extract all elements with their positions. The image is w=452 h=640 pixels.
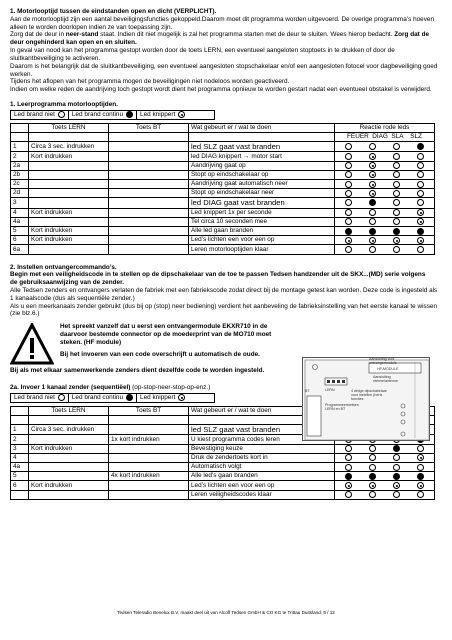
p2-text-d: Zorg dat de deur ongehinderd kan open en en sluiten. (10, 31, 430, 47)
section-1-1-title: 1. Leerprogramma motorlooptijden. (10, 100, 118, 108)
table-row (11, 236, 435, 245)
warning-para-1: Het spreekt vanzelf dat u eerst een ontvangermodule EKXR710 in de daarvoor bestemde connector op de moederprint van de MO710 moet steken. (HF module) (60, 323, 272, 346)
led-blink-icon (417, 454, 424, 461)
led-off-icon (393, 153, 400, 160)
cell-n: 2b (11, 170, 29, 179)
legend-blink-label-2: Led knippert (140, 393, 176, 401)
legend-off-label: Led brand niet (14, 110, 55, 118)
cell-bt (109, 142, 189, 152)
cell-bt (109, 189, 189, 198)
header-empty (11, 123, 29, 132)
cell-lern: Kort indrukken (29, 444, 109, 453)
cell-what: Alle led’s gaan branden (189, 472, 335, 481)
cell-leds (335, 217, 435, 226)
section-1-para-4: Daarom is het belangrijk dat de sluitkantbeveiliging, een eventueel aangesloten stopschakelaar en/of een aangesloten fotocel voor dagbeveiliging goed werken. (10, 62, 438, 78)
cell-what: Led knippert 1x per seconde (189, 208, 335, 217)
section-2-para-3: Als u een meerkanaals zender gebruikt (dus bij op (stop) neer bediening) verdient het aanbeveling de fabrieksinstelling van het eerste kanaal te wissen (zie blz.6.) (10, 302, 438, 318)
led-off-icon (369, 218, 376, 225)
led-off-icon (345, 218, 352, 225)
cell-n: 6 (11, 236, 29, 245)
module-label-bt: BT (305, 389, 310, 393)
led-off-icon (345, 181, 352, 188)
header2-empty (11, 406, 29, 415)
cell-what: Stopt op eindschakelaar op (189, 170, 335, 179)
cell-leds (335, 170, 435, 179)
header-what: Wat gebeurt er / wat te doen (189, 123, 335, 132)
led-blink-icon (345, 237, 352, 244)
table-row (11, 161, 435, 170)
led-off-icon (345, 162, 352, 169)
led-on-icon (369, 228, 376, 235)
cell-what: Alle led gaan branden (189, 226, 335, 235)
table-row (11, 189, 435, 198)
led-off-icon (393, 190, 400, 197)
module-label-dip: 4 delige dipschakelaar (351, 389, 387, 393)
led-off-icon (345, 209, 352, 216)
cell-what: Automatisch volgt (189, 463, 335, 472)
cell-bt (109, 161, 189, 170)
led-blink-icon (369, 162, 376, 169)
page-footer: Tedsen Teleradio Benelux B.V. maakt deel uit van Alcoff Tedsen GmbH & CO KG te Trittau Duitsland. 5 / 12 (117, 610, 335, 615)
led-off-icon (58, 394, 65, 401)
hf-module-diagram (302, 357, 430, 441)
sub-empty-1 (11, 132, 29, 141)
cell-leds (335, 198, 435, 208)
sub-empty-4 (189, 132, 335, 141)
cell-what: led DIAG knippert → motor start (189, 152, 335, 161)
cell-bt (109, 444, 189, 453)
led-off-icon (369, 454, 376, 461)
cell-lern (29, 472, 109, 481)
header2-lern: Toets LERN (29, 406, 109, 415)
led-on-icon (393, 228, 400, 235)
table-row (11, 444, 435, 453)
sub-empty-3 (109, 132, 189, 141)
led-off-icon (393, 464, 400, 471)
led-on-icon (345, 228, 352, 235)
cell-n: 2d (11, 189, 29, 198)
cell-leds (335, 472, 435, 481)
table-row (11, 490, 435, 499)
cell-leds (335, 490, 435, 499)
cell-lern (29, 189, 109, 198)
led-on-icon (417, 473, 424, 480)
sub2-empty-2 (29, 416, 109, 425)
cell-what: Druk de zendertoets kort in (189, 453, 335, 462)
led-blink-icon (393, 482, 400, 489)
table-row (11, 463, 435, 472)
cell-n: 5 (11, 226, 29, 235)
led-off-icon (393, 491, 400, 498)
cell-bt (109, 236, 189, 245)
led-off-icon (393, 246, 400, 253)
led-blink-icon (417, 237, 424, 244)
cell-bt (109, 453, 189, 462)
cell-what: Led’s lichten een voor een op (189, 236, 335, 245)
header2-what: Wat gebeurt er / wat te doen (189, 406, 335, 415)
cell-what: Aandrijving gaat op (189, 161, 335, 170)
legend-on-label: Led brand continu (71, 110, 124, 118)
cell-lern (29, 463, 109, 472)
table-row (11, 472, 435, 481)
led-off-icon (393, 143, 400, 150)
cell-lern (29, 170, 109, 179)
cell-lern: Kort indrukken (29, 481, 109, 490)
cell-n: 4 (11, 453, 29, 462)
cell-lern (29, 453, 109, 462)
led-on-icon (393, 473, 400, 480)
cell-leds (335, 481, 435, 490)
section-2a-title-bold: 2a. Invoer 1 kanaal zender (sequentiëel) (10, 384, 131, 391)
led-on-icon (369, 473, 376, 480)
cell-leds (335, 142, 435, 152)
cell-leds (335, 463, 435, 472)
led-on-icon (369, 199, 376, 206)
led-blink-icon (417, 209, 424, 216)
table-row (11, 179, 435, 188)
table-row (11, 481, 435, 490)
table-row (11, 198, 435, 208)
cell-leds (335, 444, 435, 453)
cell-bt (109, 170, 189, 179)
module-label-dip-2: voor instellen (hertz (351, 393, 383, 397)
cell-lern: Circa 3 sec. indrukken (29, 425, 109, 435)
cell-bt (109, 226, 189, 235)
cell-bt (109, 245, 189, 254)
module-label-prog: Programmeertoetsen (325, 403, 359, 407)
cell-bt: 1x kort indrukken (109, 435, 189, 444)
cell-n (11, 490, 29, 499)
led-off-icon (369, 491, 376, 498)
led-legend-2 (10, 393, 215, 403)
cell-bt (109, 198, 189, 208)
led-blink-icon (393, 237, 400, 244)
led-blink-icon (345, 482, 352, 489)
section-1-para-3: In geval van nood kan het programma gestopt worden door de toets LERN, een eventueel aangeloten stoptoets in te drukken of door de sluitkantbeveiliging te activeren. (10, 47, 395, 62)
led-off-icon (417, 181, 424, 188)
cell-lern: Kort indrukken (29, 236, 109, 245)
led-off-icon (417, 464, 424, 471)
cell-n: 2 (11, 152, 29, 161)
legend-on-2 (68, 394, 136, 402)
led-blink-icon (369, 153, 376, 160)
cell-leds (335, 152, 435, 161)
cell-what: Leren motorlooptijden klaar (189, 245, 335, 254)
cell-bt (109, 425, 189, 435)
led-on-icon (345, 473, 352, 480)
led-off-icon (345, 445, 352, 452)
cell-n: 2c (11, 179, 29, 188)
led-off-icon (393, 171, 400, 178)
led-off-icon (393, 454, 400, 461)
cell-n: 2 (11, 435, 29, 444)
section-1-para-5: Tijdens het aflopen van het programma mogen de beveiligingen niet nodeloos worden geactiveerd. (10, 78, 290, 86)
cell-leds (335, 189, 435, 198)
led-off-icon (393, 181, 400, 188)
cell-what: Stopt op eindschakelaar neer (189, 189, 335, 198)
section-2-title: 2. Instellen ontvangercommando’s. (10, 263, 117, 271)
table-row (11, 217, 435, 226)
led-off-icon (417, 153, 424, 160)
led-off-icon (393, 209, 400, 216)
cell-bt (109, 179, 189, 188)
cell-lern (29, 490, 109, 499)
led-off-icon (58, 111, 65, 118)
led-on-icon (126, 111, 133, 118)
cell-lern (29, 217, 109, 226)
led-off-icon (345, 199, 352, 206)
led-off-icon (345, 246, 352, 253)
cell-what: led SLZ gaat vast branden (189, 425, 335, 435)
cell-bt (109, 208, 189, 217)
table-row (11, 170, 435, 179)
cell-leds (335, 161, 435, 170)
module-label-aansluiting: Aansluiting (373, 375, 391, 379)
led-off-icon (345, 190, 352, 197)
cell-n: 1 (11, 142, 29, 152)
led-blink-icon (369, 190, 376, 197)
cell-what: Bevestiging keuze (189, 444, 335, 453)
cell-bt (109, 481, 189, 490)
module-label-antenne: ntenne/antenne (373, 379, 398, 383)
cell-bt: 4x kort indrukken (109, 472, 189, 481)
cell-lern (29, 198, 109, 208)
table-row (11, 226, 435, 235)
cell-leds (335, 236, 435, 245)
cell-leds (335, 453, 435, 462)
module-label-hf: HF-MODULE (377, 367, 399, 371)
led-off-icon (345, 464, 352, 471)
led-blink-icon (417, 482, 424, 489)
led-blink-icon (178, 111, 185, 118)
header-bt: Toets BT (109, 123, 189, 132)
cell-leds (335, 226, 435, 235)
cell-n: 2a (11, 161, 29, 170)
cell-bt (109, 463, 189, 472)
led-off-icon (393, 199, 400, 206)
legend-on (68, 111, 136, 119)
sub2-empty-1 (11, 416, 29, 425)
module-label-lern: LERN (325, 388, 335, 392)
module-label-prog-2: LERN en BT (325, 407, 346, 411)
led-blink-icon (178, 394, 185, 401)
header-led-names: FEUER DIAG SLA SLZ (335, 132, 435, 141)
cell-lern: Kort indrukken (29, 152, 109, 161)
table-row (11, 245, 435, 254)
cell-bt (109, 152, 189, 161)
sub2-empty-3 (109, 416, 189, 425)
legend-off-2 (11, 394, 68, 402)
header-lern: Toets LERN (29, 123, 109, 132)
section-1-title: 1. Motorlooptijd tussen de eindstanden open en dicht (VERPLICHT). (10, 8, 217, 15)
cell-lern: Circa 3 sec. indrukken (29, 142, 109, 152)
module-label-receiver: ontvangermodule (369, 361, 397, 365)
table-subheader-row (11, 132, 435, 141)
led-off-icon (417, 445, 424, 452)
cell-leds (335, 179, 435, 188)
legend-blink (136, 111, 188, 119)
cell-what: Aandrijving gaat automatisch neer (189, 179, 335, 188)
cell-n: 5 (11, 472, 29, 481)
led-off-icon (417, 199, 424, 206)
cell-what: Tel circa 10 seconden mee (189, 217, 335, 226)
cell-n: 6 (11, 481, 29, 490)
p2-text-b: neer-stand (65, 31, 99, 39)
warning-para-3: Bij als met elkaar samenwerkende zenders dient dezelfde code te worden ingesteld. (10, 367, 265, 375)
led-off-icon (369, 464, 376, 471)
led-off-icon (417, 491, 424, 498)
cell-n: 6a (11, 245, 29, 254)
section-2-para-2: Alle Tedsen zenders en ontvangers verlaten de fabriek met een fabriekscode zodat direct bij de montage getest kan worden. Deze code is ingesteld als 1 kanaalscode (dus als sequentiële zender.) (10, 286, 438, 302)
p2-text-c: staat. Indien dit niet mogelijk is zal het programma starten met de deur te sluiten. Wees hierop bedacht. (98, 31, 395, 39)
cell-what: led SLZ gaat vast branden (189, 142, 335, 152)
cell-lern (29, 245, 109, 254)
cell-lern (29, 435, 109, 444)
led-off-icon (345, 143, 352, 150)
table-row (11, 453, 435, 462)
led-blink-icon (369, 181, 376, 188)
led-off-icon (345, 171, 352, 178)
header2-bt: Toets BT (109, 406, 189, 415)
led-off-icon (345, 153, 352, 160)
led-off-icon (393, 218, 400, 225)
led-blink-icon (369, 482, 376, 489)
table-row (11, 152, 435, 161)
cell-what: U kiest programma codes leren (189, 435, 335, 444)
module-label-dip-3: functies (351, 397, 364, 401)
table-row (11, 142, 435, 152)
cell-lern (29, 161, 109, 170)
section-1-para-6: Indien om welke reden de aandrijving toch gestopt wordt dient het programma opnieuw te worden gestart nadat een eventueel obstakel is verwijderd. (10, 86, 432, 94)
led-on-icon (417, 143, 424, 150)
legend-blink-2 (136, 394, 188, 402)
led-legend (10, 110, 215, 120)
cell-what: Led’s lichten een voor een op (189, 481, 335, 490)
cell-n: 4 (11, 208, 29, 217)
led-off-icon (417, 162, 424, 169)
cell-n: 3 (11, 198, 29, 208)
led-off-icon (345, 454, 352, 461)
cell-what: Leren veiligheidscodes klaar (189, 490, 335, 499)
table-header-row (11, 123, 435, 132)
section-2a-title-suffix: (op-stop-neer-stop-op-enz.) (130, 384, 211, 391)
led-off-icon (417, 171, 424, 178)
cell-n: 4a (11, 217, 29, 226)
led-on-icon (417, 228, 424, 235)
led-on-icon (126, 394, 133, 401)
cell-lern: Kort indrukken (29, 208, 109, 217)
cell-lern (29, 179, 109, 188)
cell-lern: Kort indrukken (29, 226, 109, 235)
module-label-connector: Aansluiting voor (369, 357, 395, 361)
cell-n: 1 (11, 425, 29, 435)
cell-what: led DIAG gaat vast branden (189, 198, 335, 208)
section-1-para-1: Aan de motorlooptijd zijn een aantal beveiligingsfuncties gekoppeld.Daarom moet dit programma worden uitgevoerd. De overige programma’s hoeven alleen te worden doorlopen indien ze van toepassing zijn. (10, 15, 435, 31)
sub-empty-2 (29, 132, 109, 141)
cell-n: 3 (11, 444, 29, 453)
p2-text-a: Zorg dat de deur in (10, 31, 66, 39)
section-2-para-1: Begin met een veiligheidscode in te stellen op de dipschakelaar van de toe te passen Tedsen handzender uit de SKX...(MD) serie volgens de gebruiksaanwijzing van de zender. (10, 271, 426, 287)
led-off-icon (369, 143, 376, 150)
cell-leds (335, 245, 435, 254)
led-off-icon (369, 209, 376, 216)
led-off-icon (345, 491, 352, 498)
led-on-icon (393, 445, 400, 452)
warning-para-2: Bij het invoeren van een code overschrijft u automatisch de oude. (60, 350, 260, 358)
legend-on-label-2: Led brand continu (71, 393, 124, 401)
cell-leds (335, 208, 435, 217)
cell-bt (109, 217, 189, 226)
led-blink-icon (369, 171, 376, 178)
led-off-icon (417, 190, 424, 197)
led-blink-icon (417, 218, 424, 225)
warning-text (60, 323, 295, 367)
header-leds: Reactie rode leds (335, 123, 435, 132)
table-motor-learn (10, 123, 435, 255)
led-off-icon (369, 445, 376, 452)
led-off-icon (393, 162, 400, 169)
section-1-para-2 (10, 31, 440, 47)
cell-bt (109, 490, 189, 499)
table-row (11, 208, 435, 217)
led-off-icon (417, 246, 424, 253)
warning-triangle-icon (10, 323, 54, 367)
legend-off (11, 111, 68, 119)
legend-off-label-2: Led brand niet (14, 393, 55, 401)
led-blink-icon (369, 237, 376, 244)
cell-n: 4a (11, 463, 29, 472)
legend-blink-label: Led knippert (140, 110, 176, 118)
led-off-icon (369, 246, 376, 253)
